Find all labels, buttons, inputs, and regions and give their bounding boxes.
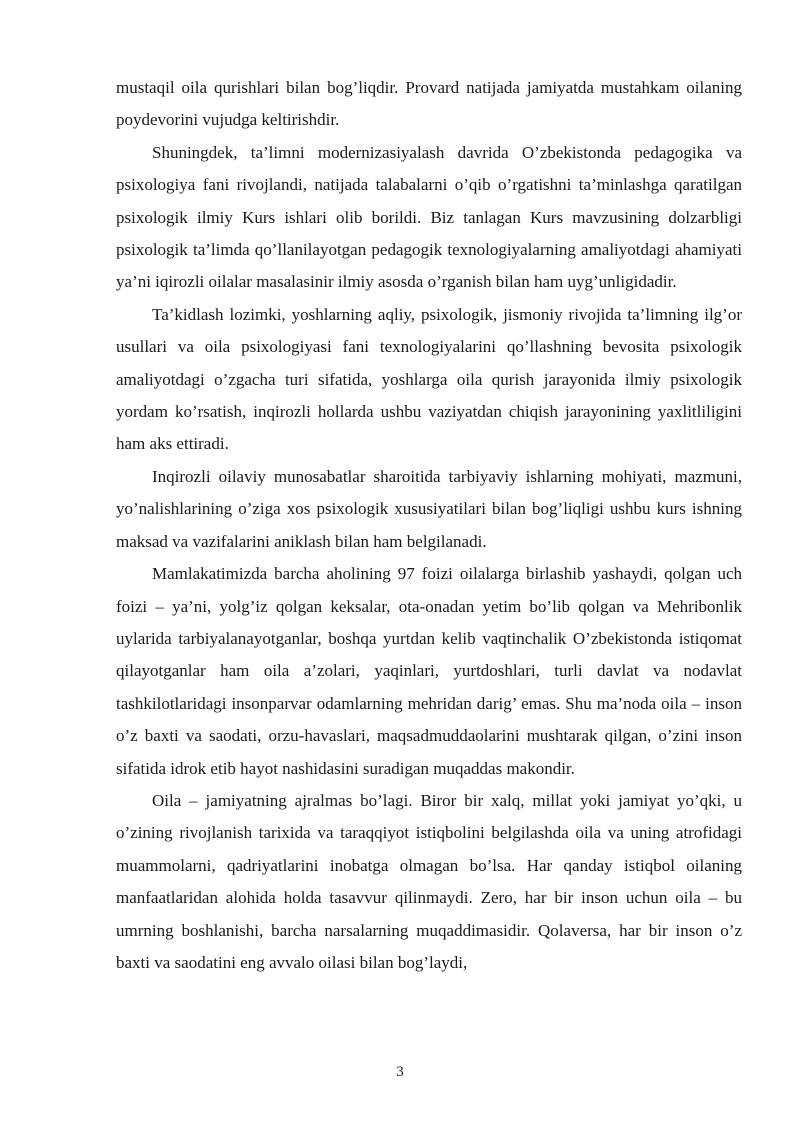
paragraph-1: mustaqil oila qurishlari bilan bog’liqdir. Provard natijada jamiyatda mustahkam oilaning poydevorini vujudga keltirishdir.: [116, 78, 742, 130]
paragraph-5: Mamlakatimizda barcha aholining 97 foizi oilalarga birlashib yashaydi, qolgan uch foizi – ya’ni, yolg’iz qolgan keksalar, ota-onadan yetim bo’lib qolgan va Mehribonlik uylarida tarbiyalanayotganlar, boshqa yurtdan kelib vaqtinchalik O’zbekistonda istiqomat qilayotganlar ham oila a’zolari, yaqinlari, yurtdoshlari, turli davlat va nodavlat tashkilotlaridagi insonparvar odamlarning mehridan darig’ emas. Shu ma’noda oila – inson o’z baxti va saodati, orzu-havaslari, maqsadmuddaolarini mushtarak qilgan, o’zini inson sifatida idrok etib hayot nashidasini suradigan muqaddas makondir.: [116, 564, 742, 778]
paragraph-4: Inqirozli oilaviy munosabatlar sharoitida tarbiyaviy ishlarning mohiyati, mazmuni, yo’nalishlarining o’ziga xos psixologik xususiyatilari bilan bog’liqligi ushbu kurs ishning maksad va vazifalarini aniklash bilan ham belgilanadi.: [116, 466, 742, 551]
paragraph-6: Oila – jamiyatning ajralmas bo’lagi. Biror bir xalq, millat yoki jamiyat yo’qki, u o’zining rivojlanish tarixida va taraqqiyot istiqbolini belgilashda oila va uning atrofidagi muammolarni, qadriyatlarini inobatga olmagan bo’lsa. Har qanday istiqbol oilaning manfaatlaridan alohida holda tasavvur qilinmaydi. Zero, har bir inson uchun oila – bu umrning boshlanishi, barcha narsalarning muqaddimasidir. Qolaversa, har bir inson o’z baxti va saodatini eng avvalo oilasi bilan bog’laydi,: [116, 790, 742, 972]
page-number: 3: [396, 1064, 404, 1080]
paragraph-3: Ta’kidlash lozimki, yoshlarning aqliy, psixologik, jismoniy rivojida ta’limning ilg’or usullari va oila psixologiyasi fani texnologiyalarini qo’llashning bevosita psixologik amaliyotdagi o’zgacha turi sifatida, yoshlarga oila qurish jarayonida ilmiy psixologik yordam ko’rsatish, inqirozli hollarda ushbu vaziyatdan chiqish jarayonining yaxlitliligini ham aks ettiradi.: [116, 304, 742, 454]
paragraph-2: Shuningdek, ta’limni modernizasiyalash davrida O’zbekistonda pedagogika va psixologiya fani rivojlandi, natijada talabalarni o’qib o’rgatishni ta’minlashga qaratilgan psixologik ilmiy Kurs ishlari olib borildi. Biz tanlagan Kurs mavzusining dolzarbligi psixologik ta’limda qo’llanilayotgan pedagogik texnologiyalarning amaliyotdagi ahamiyati ya’ni iqirozli oilalar masalasinir ilmiy asosda o’rganish bilan ham uyg’unligidadir.: [116, 142, 742, 292]
document-page: [116, 72, 742, 979]
